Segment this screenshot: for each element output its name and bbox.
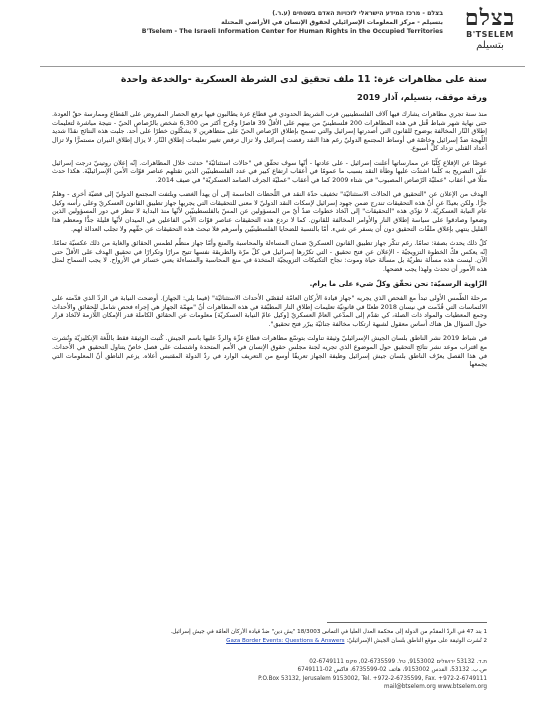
footnote-1: 1 بند 47 في الردّ المقدّم من الدولة إلى محكمة العدل العليا في التماس 18/3003 "يش دين" ضدّ قيادة الأركان العامّة في جيش إسرائيل. bbox=[170, 629, 487, 635]
letterhead-english: B'Tselem - The Israeli Information Center for Human Rights in the Occupied Territories bbox=[141, 28, 443, 35]
letterhead bbox=[40, 6, 525, 64]
footnotes bbox=[52, 628, 487, 645]
footnote-2-link[interactable]: Gaza Border Events: Questions & Answers bbox=[226, 637, 345, 644]
footnote-2-text: 2 نُشرت الوثيقة على موقع الناطق بلسان الجيش الإسرائيليّ: bbox=[346, 637, 487, 644]
footnote-divider bbox=[327, 622, 487, 623]
paragraph-5: مرحلة الطّمس الأولى تبدأ مع الفحص الذي يجريه "جهاز قيادة الأركان العامّة لتقصّي الأحداث الاستثنائيّة" (فيما يلي: الجهاز). أوضحت النيابة في الردّ الذي قدّمته على الالتماسات التي قُدّمت في نيسان 2018 طعنًا في قانونيّة تعليمات إطلاق النار المطبّقة في هذه المظاهرات أنّ "مهمّة الجهاز هي إجراء فحص شامل للحقائق والأحداث وجمع المعطيات والمواد ذات الصلة، كي تقدّم إلى المدّعي العامّ العسكريّ [وكيل عامّ النيابة العسكريّة] معلومات عن الحقائق الكاملة قدر الإمكان اللّازمة لاتّخاذ قرار حول السؤال هل هناك أساس معقول لشبهة ارتكاب مخالفة جنائيّة يبرّر فتح تحقيق". bbox=[52, 294, 487, 328]
header-divider bbox=[40, 66, 525, 67]
section-heading: الزّاوية الرسميّة: نحن نحقّق وكلّ شيء على ما يرام. bbox=[309, 280, 487, 289]
btselem-logo bbox=[455, 6, 525, 62]
letterhead-text bbox=[43, 9, 443, 36]
paragraph-3: الهدف من الإعلان عن "التحقيق في الحالات الاستثنائيّة" تخفيف حدّة النقد في اللّحظات الحاسمة إلى أن يهدأ الغضب ويلتفت المجتمع الدوليّ إلى قضيّة أخرى - وهلمّ جرًّا. ولكن بعيدًا عن أنّ هذه التحقيقات تندرج ضمن جهود إسرائيل لإسكات النقد الدوليّ لا معنى للتحقيقات التي يجريها جهاز تطبيق القانون العسكريّ وعلى رأسه وكيل عام النيابة العسكريّة. لا تؤدّي هذه "التحقيقات" إلى اتّخاذ خطوات ضدّ أيّ من المسؤولين عن المسّ بالفلسطينيّين لأنّها منذ البداية لا تنظر في دور المسؤولين الذين وضعوا وصادقوا على سياسة إطلاق النار والأوامر المخالفة للقانون. كما لا تردع هذه التحقيقات عناصر قوّات الأمن الفاعلين في الميدان لأنّها قليلة جدًّا ومعظم هذا القليل ينتهي بإغلاق ملفّات التحقيق دون أن يسفر عن شيء. أمّا بالنسبة للضحايا الفلسطينيّين وأسرهم فلا تبحث هذه التحقيقات عن حقّهم ولا تجلب العدالة لهم. bbox=[52, 190, 487, 233]
logo-arabic-name: بتسيلم bbox=[476, 40, 504, 51]
logo-hebrew-mark: בצלם bbox=[464, 5, 516, 31]
document-title: سنة على مظاهرات غزة: 11 ملف تحقيق لدى الشرطة العسكرية -والخدعة واحدة bbox=[120, 74, 487, 85]
paragraph-6: في شباط 2019 نشر الناطق بلسان الجيش الإسرائيليّ وثيقة تناولت بتوسّع مظاهرات قطاع غزّة والردّ عليها باسم الجيش. كُتبت الوثيقة فقط باللّغة الإنكليزيّة ونُشرت مع اقتراب موعد نشر نتائج التحقيق حول الموضوع الذي تجريه لجنة مجلس حقوق الإنسان في الأمم المتحدة واشتملت على فصل خاصّ يتناول التحقيق في الأحداث. في هذا الفصل يعرّف الناطق بلسان جيش إسرائيل وظيفة الجهاز تعريفًا أوسع من التعريف الوارد في ردّ الدولة المقتبس أعلاه. يزعم الناطق أنّ المعلومات التي يجمعها bbox=[52, 334, 487, 369]
letterhead-hebrew: בצלם - מרכז המידע הישראלי לזכויות האדם בשטחים (ע.ר.) bbox=[272, 10, 443, 17]
letterhead-arabic: بتسيلم - مركز المعلومات الإسرائيلي لحقوق الإنسان في الأراضي المحتلة bbox=[221, 19, 443, 26]
paragraph-4: كلّ ذلك يحدث بصفة: تمامًا. رغم تنكّر جهاز تطبيق القانون العسكريّ ضمان المساءلة والمحاسبة والمنع وأمّا جهاز منظّم لطمس الحقائق والغاية من ذلك عكسيّة تمامًا. إنّه يعكس فكّ الخطوة التزويجيّة - الإعلان عن فتح تحقيق - التي تكرّرها إسرائيل في كلّ مرّة والطريقة نفسها تتيح مرارًا وتكرارًا في تحقيق الهدف على الأقلّ حتى الآن. ليست هذه مسألة نظريّة بل مسألة حياة وموت: نجاح التكتيكات التزويجيّة المتخذة في منع المحاسبة والمساءلة يعني خسائر في الأرواح. لا يجب السماح لمثل هذه الأمور أن تحدث ولهذا يجب فضحها. bbox=[52, 239, 487, 273]
document-byline: ورقة موقف، بتسيلم، آذار 2019 bbox=[357, 92, 487, 102]
logo-english-name: B'TSELEM bbox=[466, 30, 514, 39]
contact-arabic: ص.ب. 53132، القدس 9153002، هاتف 02-6735599، فاكس 02-6749111 bbox=[297, 667, 487, 674]
contact-email-web[interactable]: mail@btselem.org www.btselem.org bbox=[383, 684, 487, 691]
paragraph-1: منذ سنة تجري مظاهرات يشارك فيها آلاف الفلسطينيين قرب الشريط الحدودي في قطاع غزة يطالبون فيها برفع الحصار المفروض على القطاع وممارسة حقّ العودة. حتى نهاية شهر شباط قُتل في هذه المظاهرات 200 فلسطينيّ من بينهم على الأقلّ 39 قاصرًا وجُرح أكثر من 6,300 شخص بالرّصاص الحيّ - نتيجة مباشرة لتعليمات إطلاق النّار المخالفة بوضوح للقانون التي أصدرتها إسرائيل والتي تسمح بإطلاق الرّصاص الحيّ على متظاهرين لا يشكّلون خطرًا على أحد. جلبت هذه النتائج نقدًا شديد اللّهجة ضدّ إسرائيل وخاصّة في أوساط المجتمع الدوليّ رغم هذا النقد رفضت إسرائيل ولا تزال ترفض تغيير تعليمات إطلاق النّار. لا يزال إطلاق النيران مستمرًّا ولا تزال أعداد القتلى تزداد كلّ أسبوع. bbox=[52, 110, 488, 153]
footnote-2 bbox=[52, 637, 487, 646]
contact-hebrew: ת.ד. 53132 ירושלים 9153002, טל. 02-6735599, פקס 02-6749111 bbox=[309, 659, 487, 665]
contact-english: P.O.Box 53132, Jerusalem 9153002, Tel. +972-2-6735599, Fax. +972-2-6749111 bbox=[258, 675, 487, 682]
contact-footer bbox=[157, 658, 487, 692]
document-body bbox=[52, 74, 487, 375]
paragraph-2: عوضًا عن الإقلاع كلّيًا عن ممارساتها أعلنت إسرائيل - على عادتها - أنّها سوف تحقّق في "حالات استثنائيّة" حدثت خلال المظاهرات. إنّه إعلان روتينيّ درجت إسرائيل على التصريح به كلّما اشتدّت عليها وطأة النقد بسبب ما عمومًا في أعقاب ارتفاع كبير في عدد الفلسطينيّين الذين تقتلهم عناصر قوّات الأمن الإسرائيليّة. هكذا حدث مثلًا في أعقاب "عمليّة الرّصاص المصبوب" في شتاء 2009 كما في أعقاب "عمليّة الجرف الصامد العسكريّة" في صيف 2014. bbox=[52, 158, 487, 184]
